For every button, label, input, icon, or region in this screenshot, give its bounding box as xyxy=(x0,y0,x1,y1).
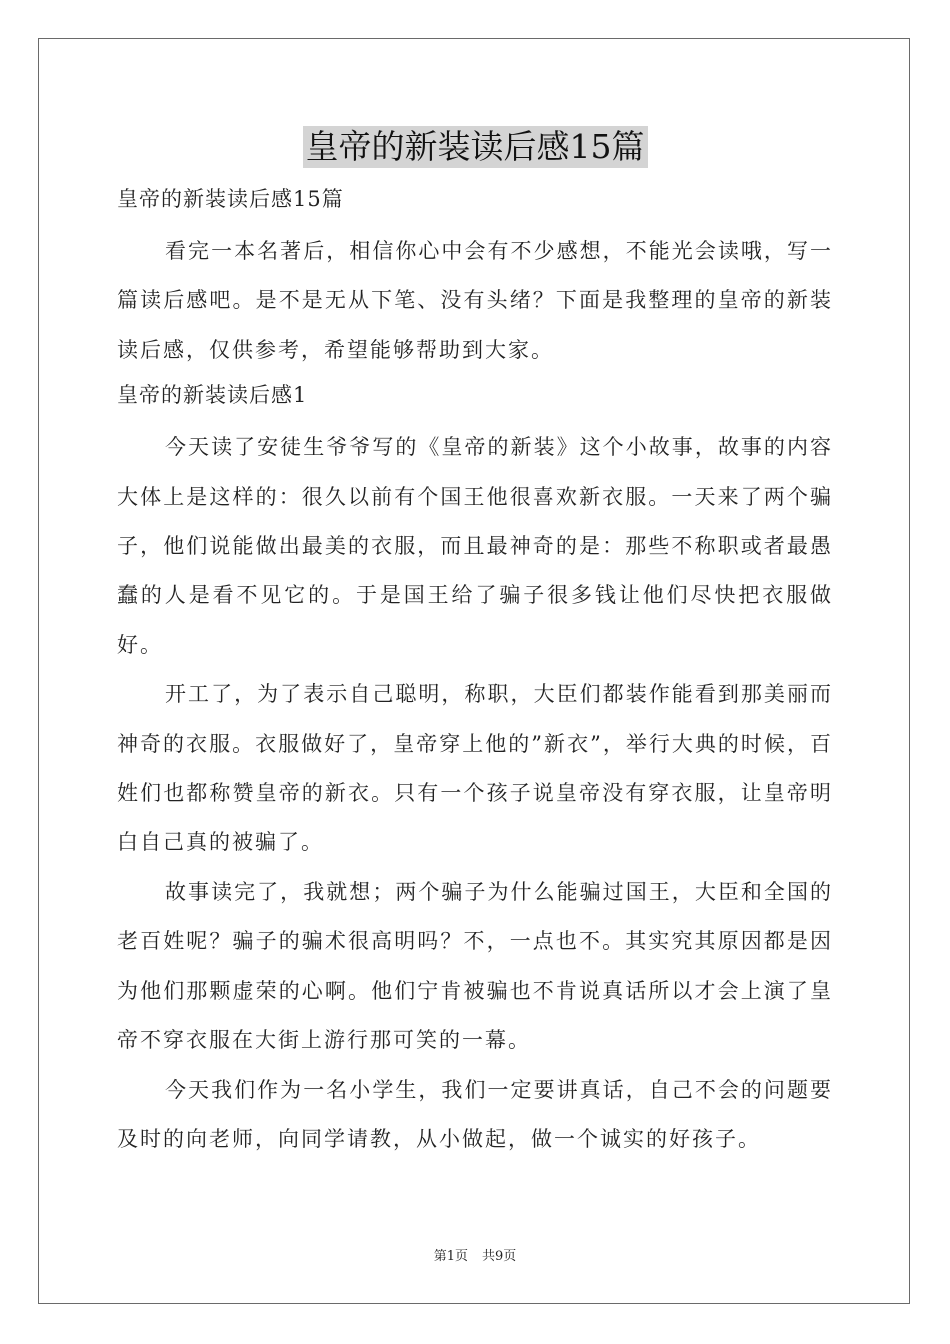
document-body xyxy=(117,181,833,1164)
intro-paragraph: 看完一本名著后，相信你心中会有不少感想，不能光会读哦，写一篇读后感吧。是不是无从下笔、没有头绪？下面是我整理的皇帝的新装读后感，仅供参考，希望能够帮助到大家。 xyxy=(117,239,833,362)
page-number: 第1页 xyxy=(433,1249,468,1264)
section-heading: 皇帝的新装读后感1 xyxy=(117,383,308,408)
body-paragraph-3: 故事读完了，我就想；两个骗子为什么能骗过国王，大臣和全国的老百姓呢？骗子的骗术很高明吗？不，一点也不。其实究其原因都是因为他们那颗虚荣的心啊。他们宁肯被骗也不肯说真话所以才会上演了皇帝不穿衣服在大街上游行那可笑的一幕。 xyxy=(117,879,833,1053)
body-paragraph-4: 今天我们作为一名小学生，我们一定要讲真话，自己不会的问题要及时的向老师，向同学请教，从小做起，做一个诚实的好孩子。 xyxy=(117,1077,833,1151)
page-total: 共9页 xyxy=(482,1249,517,1264)
document-title: 皇帝的新装读后感15篇 xyxy=(303,126,648,168)
body-paragraph-1: 今天读了安徒生爷爷写的《皇帝的新装》这个小故事，故事的内容大体上是这样的：很久以前有个国王他很喜欢新衣服。一天来了两个骗子，他们说能做出最美的衣服，而且最神奇的是：那些不称职或者最愚蠢的人是看不见它的。于是国王给了骗子很多钱让他们尽快把衣服做好。 xyxy=(117,435,833,657)
title-container xyxy=(0,126,950,168)
body-paragraph-2: 开工了，为了表示自己聪明，称职，大臣们都装作能看到那美丽而神奇的衣服。衣服做好了，皇帝穿上他的”新衣”，举行大典的时候，百姓们也都称赞皇帝的新衣。只有一个孩子说皇帝没有穿衣服，让皇帝明白自己真的被骗了。 xyxy=(117,682,833,855)
page-footer xyxy=(0,1245,950,1264)
subtitle: 皇帝的新装读后感15篇 xyxy=(117,187,344,211)
